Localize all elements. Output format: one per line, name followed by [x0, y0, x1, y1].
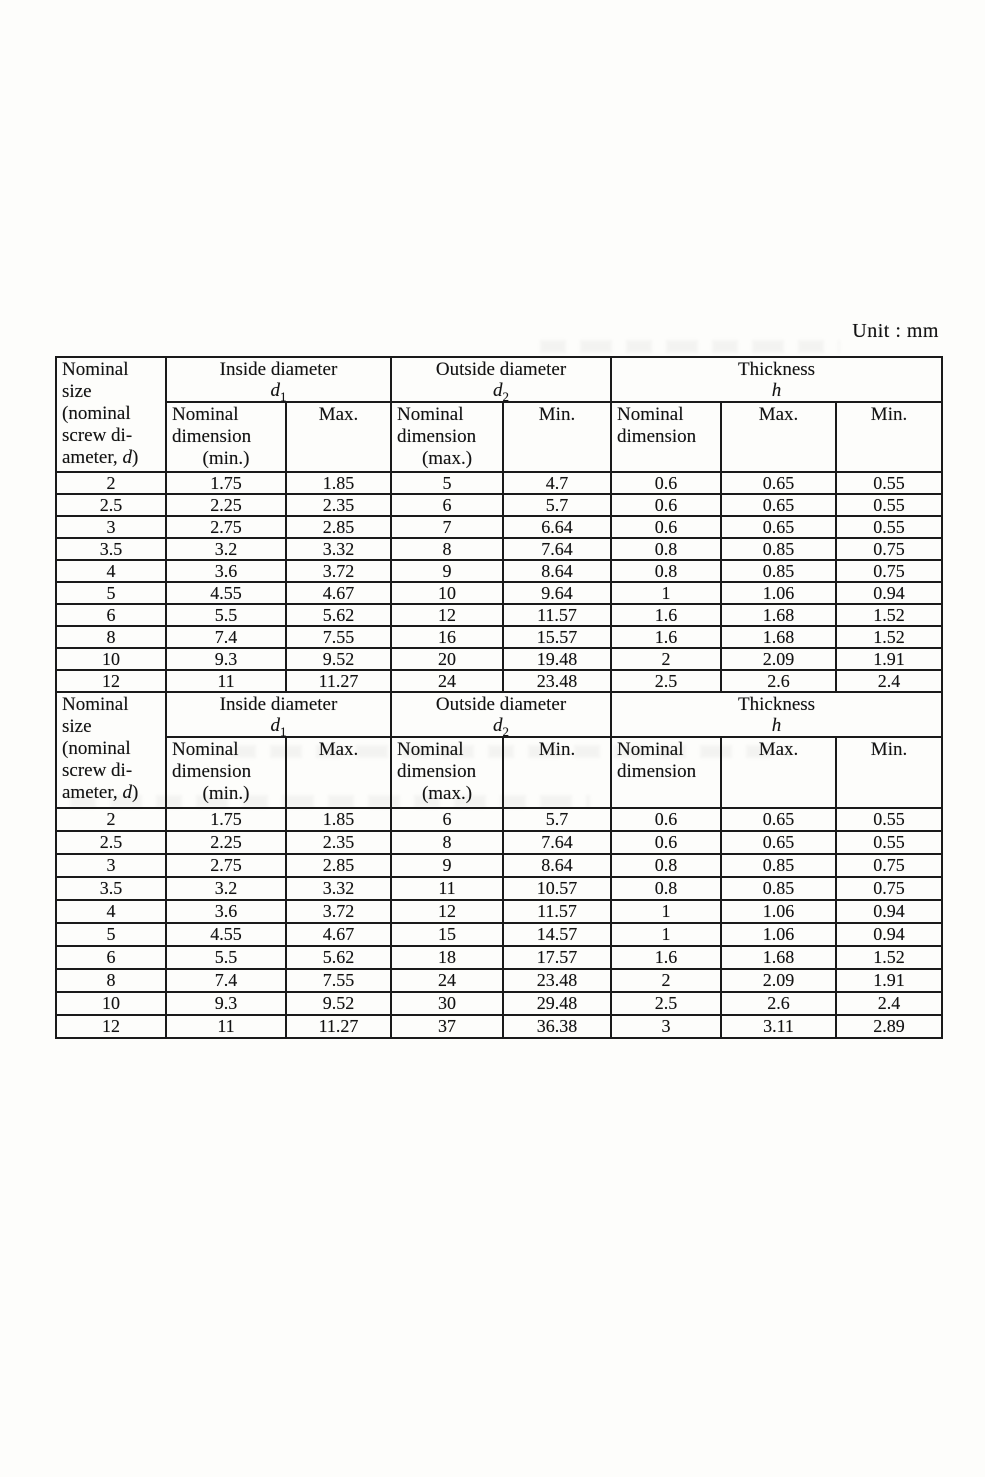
dimension-cell: 3.11 [721, 1015, 836, 1038]
header-line: Nominal [62, 694, 129, 715]
dimension-cell: 6 [391, 808, 503, 831]
dimension-cell: 15 [391, 923, 503, 946]
header-text: ameter, [62, 782, 123, 803]
dimension-cell: 23.48 [503, 969, 611, 992]
dimension-cell: 2.25 [166, 494, 286, 516]
group-label: Inside diameter [219, 694, 338, 715]
dimension-cell: 10.57 [503, 877, 611, 900]
dimension-cell: 2.6 [721, 670, 836, 692]
table-row [56, 560, 942, 582]
dimension-cell: 0.55 [836, 472, 942, 494]
dimension-cell: 7.64 [503, 831, 611, 854]
table-body [56, 472, 942, 692]
dimension-cell: 0.85 [721, 560, 836, 582]
header-text: ) [131, 782, 139, 803]
nominal-size-header [56, 692, 166, 808]
dimension-cell: 7.64 [503, 538, 611, 560]
dimension-cell: 0.55 [836, 808, 942, 831]
table-row [56, 923, 942, 946]
dimension-cell: 1.06 [721, 900, 836, 923]
dimension-cell: 5 [391, 472, 503, 494]
dimension-cell: 0.65 [721, 831, 836, 854]
inside-diameter-header [166, 357, 391, 402]
dimension-cell: 11 [166, 1015, 286, 1038]
dimension-cell: 2.85 [286, 516, 391, 538]
thickness-min-header: Min. [836, 737, 942, 808]
group-label: Outside diameter [435, 359, 567, 380]
outside-diameter-header [391, 357, 611, 402]
dimension-cell: 4.67 [286, 923, 391, 946]
dimension-cell: 37 [391, 1015, 503, 1038]
symbol-h: h [771, 380, 782, 401]
outside-nominal-dimension-header: Nominal dimension (max.) [391, 402, 503, 472]
dimension-cell: 11.57 [503, 900, 611, 923]
dimension-cell: 8 [391, 831, 503, 854]
dimension-cell: 0.85 [721, 538, 836, 560]
dimension-cell: 2.5 [611, 992, 721, 1015]
dimension-cell: 8.64 [503, 854, 611, 877]
nominal-size-cell: 6 [56, 604, 166, 626]
sub-header-row [56, 737, 942, 808]
dimension-cell: 0.85 [721, 854, 836, 877]
table-row [56, 946, 942, 969]
dimension-cell: 1 [611, 582, 721, 604]
table-row [56, 969, 942, 992]
dimension-cell: 0.55 [836, 831, 942, 854]
thickness-header [611, 692, 942, 737]
dimension-cell: 1.6 [611, 604, 721, 626]
dimension-cell: 5.62 [286, 946, 391, 969]
dimension-cell: 2.09 [721, 969, 836, 992]
dimension-cell: 19.48 [503, 648, 611, 670]
thickness-max-header: Max. [721, 402, 836, 472]
dimension-cell: 4.55 [166, 923, 286, 946]
header-line: (nominal [62, 738, 131, 759]
header-line: screw di- [62, 425, 133, 446]
dimension-cell: 1.52 [836, 604, 942, 626]
nominal-size-cell: 8 [56, 969, 166, 992]
table-row [56, 992, 942, 1015]
dimension-cell: 0.8 [611, 854, 721, 877]
table-row [56, 626, 942, 648]
table-row [56, 877, 942, 900]
dimension-cell: 3.6 [166, 560, 286, 582]
nominal-size-cell: 8 [56, 626, 166, 648]
dimension-table-1 [55, 356, 943, 693]
dimension-cell: 1.91 [836, 969, 942, 992]
unit-label: Unit : mm [852, 320, 939, 342]
dimension-cell: 0.8 [611, 877, 721, 900]
sub-header-row [56, 402, 942, 472]
dimension-cell: 1.68 [721, 946, 836, 969]
dimension-cell: 0.6 [611, 516, 721, 538]
dimension-cell: 2 [611, 969, 721, 992]
dimension-cell: 7.55 [286, 969, 391, 992]
dimension-cell: 0.8 [611, 560, 721, 582]
dimension-cell: 12 [391, 604, 503, 626]
dimension-cell: 2.6 [721, 992, 836, 1015]
dimension-cell: 11 [166, 670, 286, 692]
dimension-cell: 11.57 [503, 604, 611, 626]
dimension-cell: 0.65 [721, 472, 836, 494]
symbol-d: d [122, 782, 132, 803]
dimension-cell: 20 [391, 648, 503, 670]
dimension-cell: 3.2 [166, 877, 286, 900]
outside-diameter-header [391, 692, 611, 737]
dimension-cell: 0.85 [721, 877, 836, 900]
dimension-table-2 [55, 691, 943, 1039]
nominal-size-cell: 5 [56, 923, 166, 946]
dimension-cell: 5.62 [286, 604, 391, 626]
dimension-cell: 2.09 [721, 648, 836, 670]
dimension-cell: 4.7 [503, 472, 611, 494]
dimension-cell: 9.3 [166, 992, 286, 1015]
table-row [56, 472, 942, 494]
dimension-cell: 24 [391, 969, 503, 992]
dimension-cell: 9.3 [166, 648, 286, 670]
dimension-cell: 1.68 [721, 626, 836, 648]
nominal-size-cell: 2 [56, 472, 166, 494]
dimension-cell: 36.38 [503, 1015, 611, 1038]
dimension-cell: 0.94 [836, 900, 942, 923]
symbol-d1: $d_1$ [270, 380, 287, 404]
dimension-cell: 7.4 [166, 969, 286, 992]
dimension-cell: 7 [391, 516, 503, 538]
inside-nominal-dimension-header: Nominal dimension (min.) [166, 402, 286, 472]
dimension-cell: 5.5 [166, 604, 286, 626]
outside-nominal-dimension-header: Nominal dimension (max.) [391, 737, 503, 808]
table-row [56, 1015, 942, 1038]
table-body [56, 808, 942, 1038]
dimension-cell: 1.85 [286, 808, 391, 831]
group-label: Thickness [738, 359, 816, 380]
dimension-cell: 7.4 [166, 626, 286, 648]
dimension-cell: 3.6 [166, 900, 286, 923]
dimension-cell: 9 [391, 854, 503, 877]
dimension-cell: 0.8 [611, 538, 721, 560]
dimension-cell: 12 [391, 900, 503, 923]
dimension-cell: 9.52 [286, 992, 391, 1015]
symbol-d1: $d_1$ [270, 715, 287, 739]
group-label: Inside diameter [219, 359, 338, 380]
table-row [56, 648, 942, 670]
group-header-row [56, 692, 942, 737]
table-row [56, 582, 942, 604]
nominal-size-cell: 3.5 [56, 538, 166, 560]
header-text: ameter, [62, 447, 123, 468]
dimension-cell: 0.65 [721, 808, 836, 831]
dimension-cell: 5.5 [166, 946, 286, 969]
dimension-cell: 0.55 [836, 516, 942, 538]
dimension-cell: 1.52 [836, 626, 942, 648]
dimension-cell: 2.25 [166, 831, 286, 854]
nominal-size-cell: 2 [56, 808, 166, 831]
dimension-cell: 1.85 [286, 472, 391, 494]
dimension-cell: 15.57 [503, 626, 611, 648]
dimension-cell: 2.35 [286, 494, 391, 516]
group-header-row [56, 357, 942, 402]
dimension-cell: 1.68 [721, 604, 836, 626]
dimension-cell: 1.6 [611, 626, 721, 648]
inside-nominal-dimension-header: Nominal dimension (min.) [166, 737, 286, 808]
nominal-size-cell: 5 [56, 582, 166, 604]
nominal-size-cell: 10 [56, 648, 166, 670]
bleed-through-artifact [540, 340, 840, 353]
symbol-h: h [771, 715, 782, 736]
nominal-size-cell: 12 [56, 670, 166, 692]
dimension-cell: 1.75 [166, 472, 286, 494]
thickness-min-header: Min. [836, 402, 942, 472]
symbol-d2: $d_2$ [493, 380, 509, 404]
inside-max-header: Max. [286, 737, 391, 808]
dimension-cell: 0.6 [611, 831, 721, 854]
dimension-cell: 17.57 [503, 946, 611, 969]
dimension-cell: 2.89 [836, 1015, 942, 1038]
dimension-cell: 24 [391, 670, 503, 692]
table-row [56, 538, 942, 560]
nominal-size-cell: 3.5 [56, 877, 166, 900]
thickness-nominal-dimension-header: Nominal dimension [611, 402, 721, 472]
dimension-cell: 10 [391, 582, 503, 604]
dimension-cell: 0.75 [836, 877, 942, 900]
dimension-cell: 6 [391, 494, 503, 516]
table-row [56, 854, 942, 877]
thickness-nominal-dimension-header: Nominal dimension [611, 737, 721, 808]
dimension-cell: 0.65 [721, 516, 836, 538]
dimension-cell: 1.06 [721, 582, 836, 604]
dimension-cell: 4.55 [166, 582, 286, 604]
dimension-cell: 1 [611, 923, 721, 946]
dimension-cell: 0.75 [836, 854, 942, 877]
dimension-cell: 7.55 [286, 626, 391, 648]
dimension-cell: 1.91 [836, 648, 942, 670]
tables-area [55, 356, 941, 1039]
dimension-cell: 30 [391, 992, 503, 1015]
nominal-size-cell: 6 [56, 946, 166, 969]
nominal-size-header [56, 357, 166, 472]
dimension-cell: 5.7 [503, 808, 611, 831]
dimension-cell: 0.94 [836, 923, 942, 946]
table-row [56, 900, 942, 923]
dimension-cell: 2.75 [166, 854, 286, 877]
header-line [62, 447, 162, 469]
header-line: size [62, 716, 92, 737]
dimension-cell: 23.48 [503, 670, 611, 692]
dimension-cell: 2.85 [286, 854, 391, 877]
dimension-cell: 2 [611, 648, 721, 670]
dimension-cell: 8.64 [503, 560, 611, 582]
dimension-cell: 1 [611, 900, 721, 923]
header-line: size [62, 381, 92, 402]
table-row [56, 516, 942, 538]
dimension-cell: 0.75 [836, 538, 942, 560]
dimension-cell: 0.65 [721, 494, 836, 516]
dimension-cell: 11.27 [286, 670, 391, 692]
dimension-cell: 3.72 [286, 560, 391, 582]
dimension-cell: 1.75 [166, 808, 286, 831]
thickness-max-header: Max. [721, 737, 836, 808]
outside-min-header: Min. [503, 402, 611, 472]
nominal-size-cell: 12 [56, 1015, 166, 1038]
nominal-size-cell: 4 [56, 560, 166, 582]
dimension-cell: 16 [391, 626, 503, 648]
header-line [62, 782, 162, 804]
nominal-size-cell: 3 [56, 854, 166, 877]
group-label: Outside diameter [435, 694, 567, 715]
table-row [56, 670, 942, 692]
dimension-cell: 0.94 [836, 582, 942, 604]
dimension-cell: 5.7 [503, 494, 611, 516]
header-text: ) [131, 447, 139, 468]
dimension-cell: 9.52 [286, 648, 391, 670]
table-row [56, 808, 942, 831]
dimension-cell: 2.4 [836, 992, 942, 1015]
dimension-cell: 3.32 [286, 877, 391, 900]
nominal-size-cell: 2.5 [56, 494, 166, 516]
dimension-cell: 0.6 [611, 472, 721, 494]
nominal-size-cell: 4 [56, 900, 166, 923]
dimension-cell: 3.2 [166, 538, 286, 560]
dimension-cell: 0.6 [611, 808, 721, 831]
dimension-cell: 1.52 [836, 946, 942, 969]
header-line: (nominal [62, 403, 131, 424]
dimension-cell: 29.48 [503, 992, 611, 1015]
dimension-cell: 11 [391, 877, 503, 900]
dimension-cell: 2.4 [836, 670, 942, 692]
dimension-cell: 3.72 [286, 900, 391, 923]
dimension-cell: 6.64 [503, 516, 611, 538]
dimension-cell: 4.67 [286, 582, 391, 604]
dimension-cell: 2.35 [286, 831, 391, 854]
nominal-size-cell: 3 [56, 516, 166, 538]
nominal-size-cell: 10 [56, 992, 166, 1015]
dimension-cell: 1.06 [721, 923, 836, 946]
thickness-header [611, 357, 942, 402]
dimension-cell: 18 [391, 946, 503, 969]
symbol-d: d [122, 447, 132, 468]
table-row [56, 494, 942, 516]
dimension-cell: 0.55 [836, 494, 942, 516]
table-row [56, 831, 942, 854]
dimension-cell: 2.75 [166, 516, 286, 538]
inside-diameter-header [166, 692, 391, 737]
symbol-d2: $d_2$ [493, 715, 509, 739]
outside-min-header: Min. [503, 737, 611, 808]
dimension-cell: 2.5 [611, 670, 721, 692]
table-row [56, 604, 942, 626]
dimension-cell: 9.64 [503, 582, 611, 604]
dimension-cell: 1.6 [611, 946, 721, 969]
dimension-cell: 3.32 [286, 538, 391, 560]
dimension-cell: 0.6 [611, 494, 721, 516]
dimension-cell: 9 [391, 560, 503, 582]
dimension-cell: 0.75 [836, 560, 942, 582]
dimension-cell: 14.57 [503, 923, 611, 946]
dimension-cell: 8 [391, 538, 503, 560]
dimension-cell: 11.27 [286, 1015, 391, 1038]
nominal-size-cell: 2.5 [56, 831, 166, 854]
header-line: screw di- [62, 760, 133, 781]
header-line: Nominal [62, 359, 129, 380]
inside-max-header: Max. [286, 402, 391, 472]
dimension-cell: 3 [611, 1015, 721, 1038]
group-label: Thickness [738, 694, 816, 715]
